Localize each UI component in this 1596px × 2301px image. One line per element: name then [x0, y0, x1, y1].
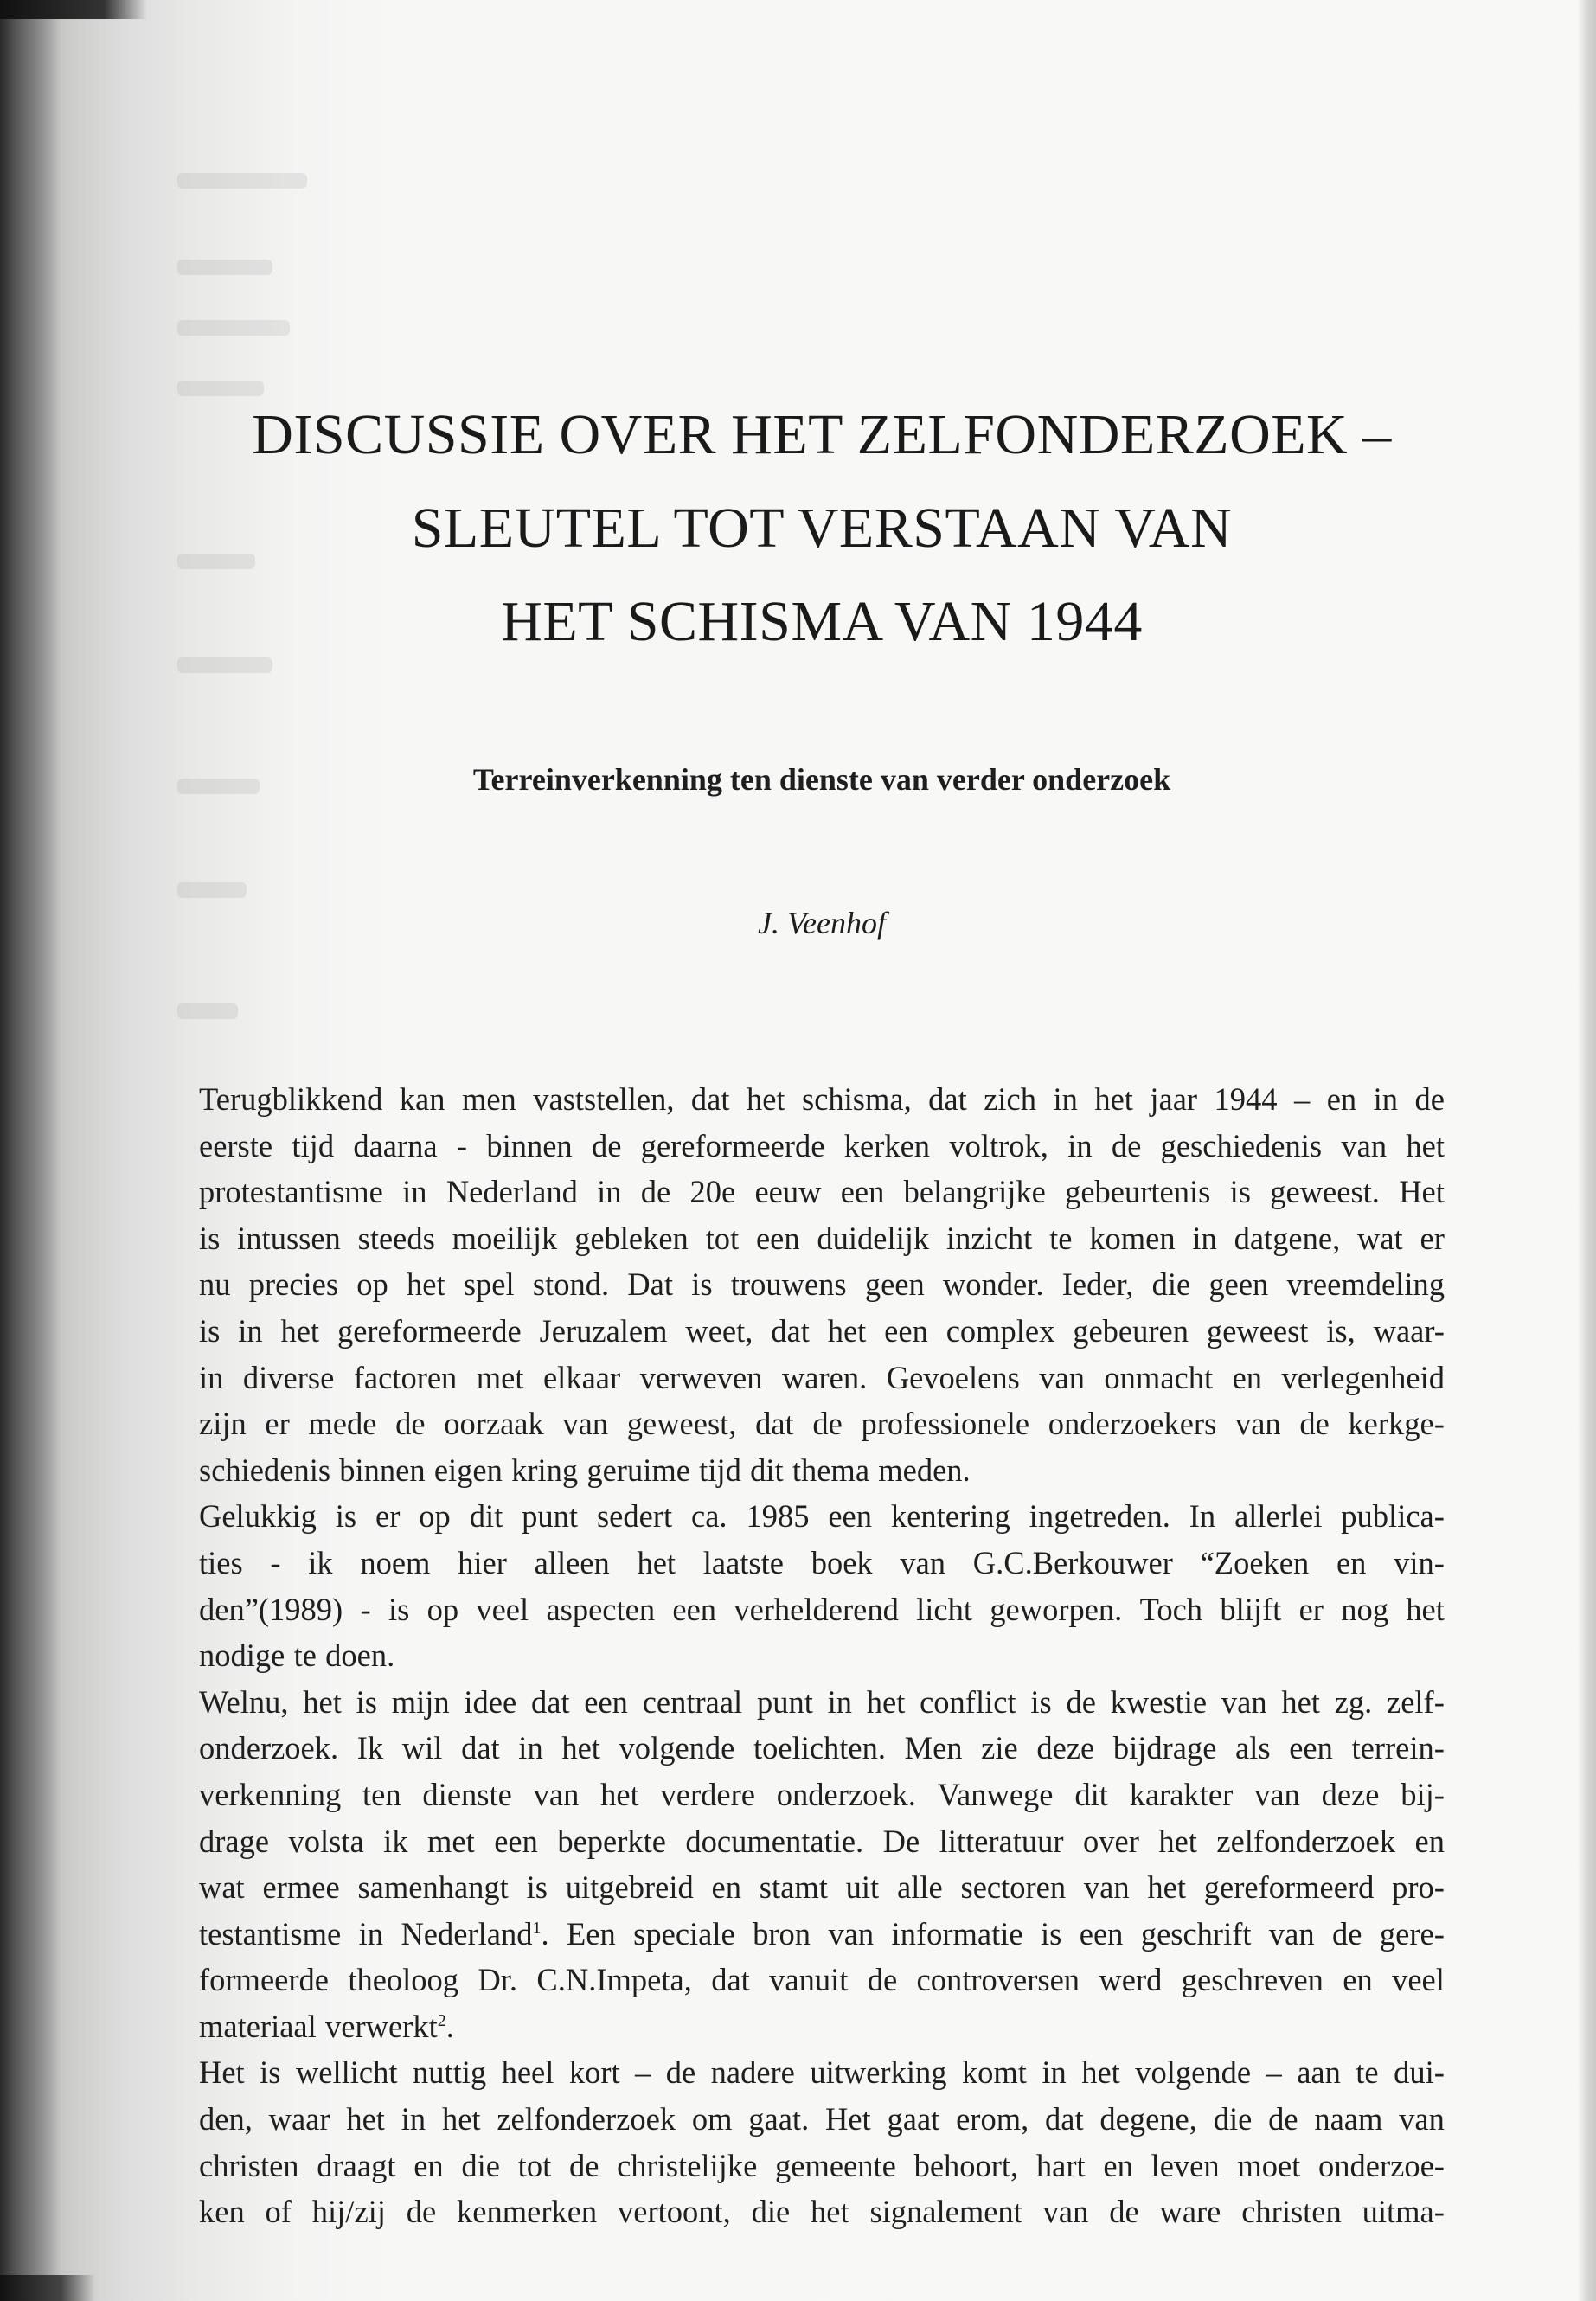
body-line: is in het gereformeerde Jeruzalem weet, dat het een complex gebeuren geweest is, waar- — [199, 1312, 1445, 1349]
bleed-through-mark — [177, 173, 307, 189]
page-right-edge — [1577, 0, 1596, 2301]
body-line: drage volsta ik met een beperkte documentatie. De litteratuur over het zelfonderzoek en — [199, 1823, 1445, 1859]
body-line: Welnu, het is mijn idee dat een centraal punt in het conflict is de kwestie van het zg. zelf- — [199, 1683, 1445, 1720]
body-line: ken of hij/zij de kenmerken vertoont, die het signalement van de ware christen uitma- — [199, 2194, 1445, 2230]
bleed-through-mark — [177, 1003, 238, 1019]
body-line: ties - ik noem hier alleen het laatste boek van G.C.Berkouwer “Zoeken en vin- — [199, 1544, 1445, 1580]
body-line: nu precies op het spel stond. Dat is trouwens geen wonder. Ieder, die geen vreemdeling — [199, 1266, 1445, 1303]
body-line: testantisme in Nederland$^1$. Een speciale bron van informatie is een geschrift van de gere- — [199, 1915, 1445, 1952]
bleed-through-mark — [177, 260, 272, 275]
title-line: DISCUSSIE OVER HET ZELFONDERZOEK – — [252, 403, 1392, 466]
article-author: J. Veenhof — [758, 906, 886, 940]
body-line: Terugblikkend kan men vaststellen, dat het schisma, dat zich in het jaar 1944 – en in de — [199, 1081, 1445, 1117]
body-line: is intussen steeds moeilijk gebleken tot een duidelijk inzicht te komen in datgene, wat er — [199, 1220, 1445, 1256]
body-line: verkenning ten dienste van het verdere onderzoek. Vanwege dit karakter van deze bij- — [199, 1776, 1445, 1812]
body-line: protestantisme in Nederland in de 20e eeuw een belangrijke gebeurtenis is geweest. Het — [199, 1174, 1445, 1210]
body-line: formeerde theoloog Dr. C.N.Impeta, dat vanuit de controversen werd geschreven en veel — [199, 1962, 1445, 1998]
bleed-through-mark — [177, 381, 264, 396]
body-line: Het is wellicht nuttig heel kort – de nadere uitwerking komt in het volgende – aan te dui- — [199, 2054, 1445, 2091]
body-line: nodige te doen. — [199, 1638, 395, 1674]
body-line: den”(1989) - is op veel aspecten een verhelderend licht geworpen. Toch blijft er nog het — [199, 1591, 1445, 1627]
body-line: schiedenis binnen eigen kring geruime tijd dit thema meden. — [199, 1452, 971, 1488]
article-title — [199, 403, 1445, 687]
body-line: wat ermee samenhangt is uitgebreid en stamt uit alle sectoren van het gereformeerd pro- — [199, 1869, 1445, 1906]
body-line: in diverse factoren met elkaar verweven waren. Gevoelens van onmacht en verlegenheid — [199, 1359, 1445, 1395]
article-body — [199, 1076, 1445, 2235]
bleed-through-mark — [177, 320, 290, 336]
body-line: den, waar het in het zelfonderzoek om gaat. Het gaat erom, dat degene, die de naam van — [199, 2101, 1445, 2138]
title-line: SLEUTEL TOT VERSTAAN VAN — [411, 497, 1233, 560]
body-line: materiaal verwerkt$^2$. — [199, 2008, 454, 2044]
binding-shadow — [0, 0, 61, 2301]
article-subtitle: Terreinverkenning ten dienste van verder onderzoek — [472, 762, 1171, 797]
scan-corner-top — [0, 0, 147, 19]
body-line: zijn er mede de oorzaak van geweest, dat de professionele onderzoekers van de kerkge- — [199, 1406, 1445, 1442]
title-line: HET SCHISMA VAN 1944 — [501, 590, 1143, 653]
body-line: eerste tijd daarna - binnen de gereformeerde kerken voltrok, in de geschiedenis van het — [199, 1127, 1445, 1163]
body-line: Gelukkig is er op dit punt sedert ca. 1985 een kentering ingetreden. In allerlei publica- — [199, 1498, 1445, 1535]
scan-corner-bottom — [0, 2275, 95, 2301]
body-line: christen draagt en die tot de christelijke gemeente behoort, hart en leven moet onderzoe- — [199, 2147, 1445, 2183]
body-line: onderzoek. Ik wil dat in het volgende toelichten. Men zie deze bijdrage als een terrein- — [199, 1730, 1445, 1766]
bleed-through-mark — [177, 882, 247, 898]
